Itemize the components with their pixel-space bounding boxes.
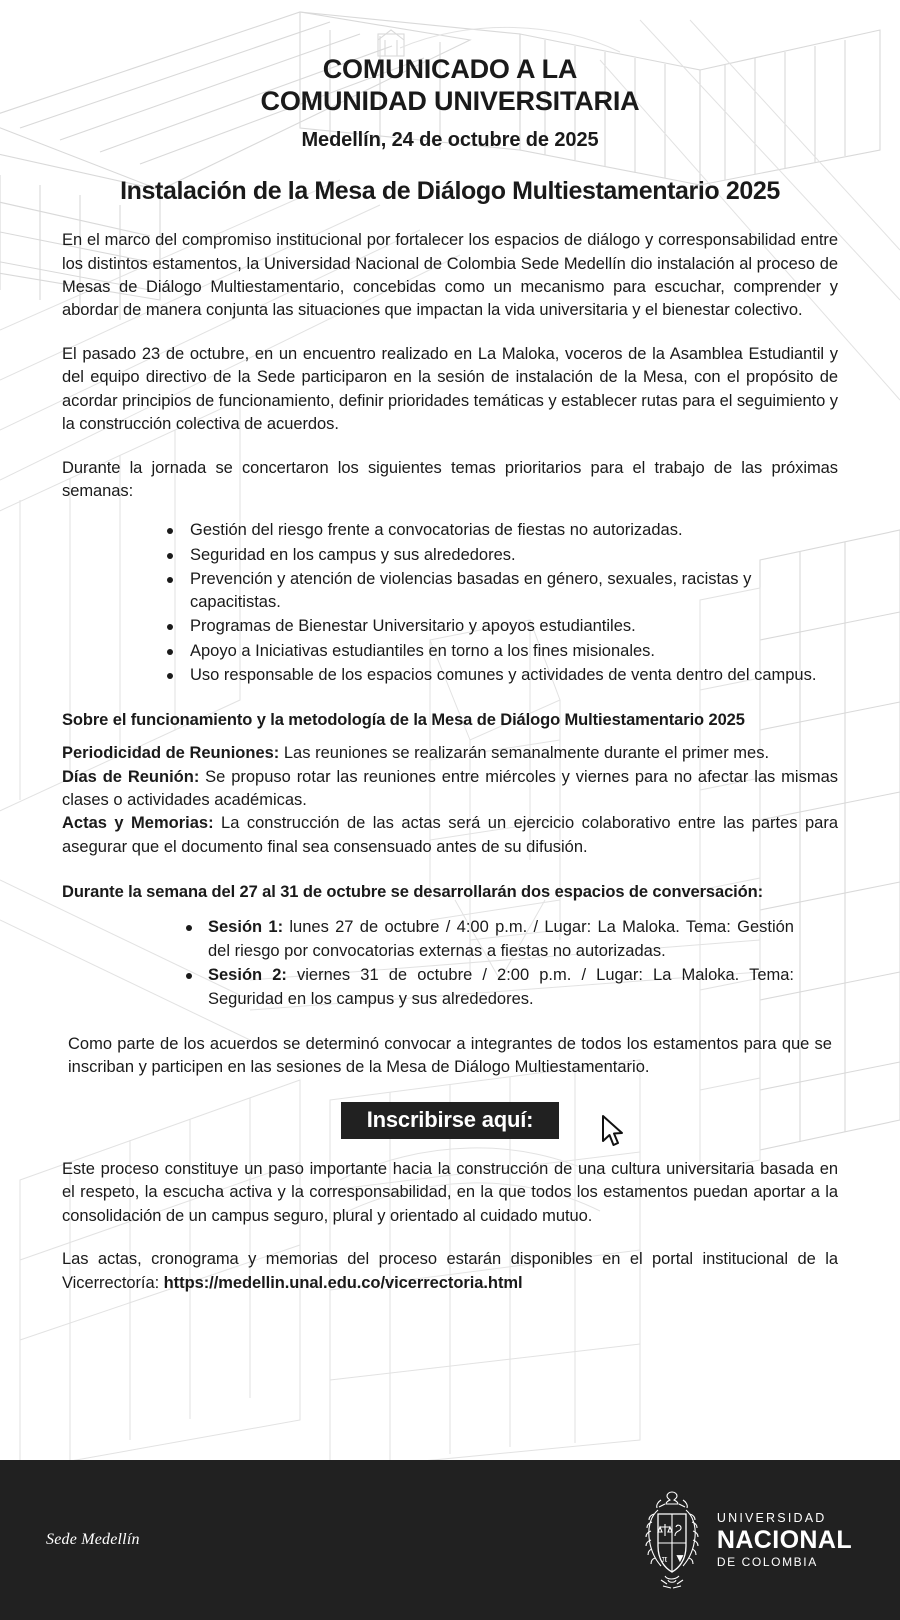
list-item: Apoyo a Iniciativas estudiantiles en torno a los fines misionales. xyxy=(162,640,838,663)
mouse-pointer-icon xyxy=(600,1114,626,1148)
week-heading: Durante la semana del 27 al 31 de octubre se desarrollarán dos espacios de conversación: xyxy=(62,883,763,902)
list-item: Seguridad en los campus y sus alrededores. xyxy=(162,544,838,567)
sessions-list xyxy=(62,916,838,1011)
methodology-item-label: Actas y Memorias: xyxy=(62,814,214,833)
unal-brand xyxy=(641,1488,852,1592)
communique-header xyxy=(62,0,838,118)
list-item: Uso responsable de los espacios comunes y actividades de venta dentro del campus. xyxy=(162,664,838,687)
paragraph-intro: En el marco del compromiso institucional por fortalecer los espacios de diálogo y corresponsabilidad entre los distintos estamentos, la Universidad Nacional de Colombia Sede Medellín dio instalación al proceso de Mesas de Diálogo Multiestamentario, concebidas como un mecanismo para escuchar, comprender y abordar de manera conjunta las situaciones que impactan la vida universitaria y el bienestar colectivo. xyxy=(62,231,838,320)
header-line-2: COMUNIDAD UNIVERSITARIA xyxy=(260,85,640,116)
header-line-1: COMUNICADO A LA xyxy=(322,54,578,84)
methodology-list xyxy=(62,742,838,859)
register-here-button[interactable]: Inscribirse aquí: xyxy=(341,1102,560,1139)
unal-shield-icon xyxy=(641,1488,703,1592)
methodology-item-text: La construcción de las actas será un ejercicio colaborativo entre las partes para asegurar que el documento final sea consensuado antes de su difusión. xyxy=(62,814,839,856)
list-item: Programas de Bienestar Universitario y apoyos estudiantiles. xyxy=(162,615,838,638)
priority-topics-list xyxy=(62,519,838,687)
list-item xyxy=(182,964,794,1011)
communique-date: Medellín, 24 de octubre de 2025 xyxy=(301,128,599,151)
methodology-item xyxy=(62,742,838,765)
paragraph-convocatoria: Como parte de los acuerdos se determinó convocar a integrantes de todos los estamentos para que se inscriban y participen en las sesiones de la Mesa de Diálogo Multiestamentario. xyxy=(68,1034,832,1077)
methodology-item xyxy=(62,766,838,813)
brand-line-2: NACIONAL xyxy=(716,1525,852,1554)
vicerrectoria-url[interactable]: https://medellin.unal.edu.co/vicerrectoria.html xyxy=(163,1273,523,1292)
paragraph-cierre: Este proceso constituye un paso importante hacia la construcción de una cultura universitaria basada en el respeto, la escucha activa y la corresponsabilidad, en la que todos los estamentos puedan aportar a la consolidación de un campus seguro, plural y orientado al cuidado mutuo. xyxy=(62,1159,838,1225)
cta-area xyxy=(62,1102,838,1138)
paragraph-temas-intro: Durante la jornada se concertaron los siguientes temas prioritarios para el trabajo de las próximas semanas: xyxy=(62,458,838,501)
methodology-item-label: Periodicidad de Reuniones: xyxy=(62,744,280,763)
session-text: lunes 27 de octubre / 4:00 p.m. / Lugar: La Maloka. Tema: Gestión del riesgo por convocatorias externas a fiestas no autorizadas. xyxy=(208,918,794,960)
brand-line-1: UNIVERSIDAD xyxy=(716,1511,827,1526)
footer-sede-label: Sede Medellín xyxy=(46,1531,140,1548)
unal-brand-text xyxy=(717,1512,852,1568)
svg-text:π: π xyxy=(661,1553,668,1565)
list-item: Prevención y atención de violencias basadas en género, sexuales, racistas y capacitistas. xyxy=(162,568,838,615)
actas-text: Las actas, cronograma y memorias del proceso estarán disponibles en el portal institucional de la Vicerrectoría: xyxy=(62,1250,838,1292)
list-item xyxy=(182,916,794,963)
session-label: Sesión 1: xyxy=(208,918,284,937)
session-text: viernes 31 de octubre / 2:00 p.m. / Lugar: La Maloka. Tema: Seguridad en los campus y sus alrededores. xyxy=(208,966,795,1008)
session-label: Sesión 2: xyxy=(208,966,287,985)
svg-text:▼: ▼ xyxy=(673,1551,686,1565)
paragraph-encuentro: El pasado 23 de octubre, en un encuentro realizado en La Maloka, voceros de la Asamblea Estudiantil y del equipo directivo de la Sede participaron en la sesión de instalación de la Mesa, con el propósito de acordar principios de funcionamiento, definir prioridades temáticas y establecer rutas para el seguimiento y la construcción colectiva de acuerdos. xyxy=(62,344,839,434)
methodology-item xyxy=(62,812,838,859)
page-title: Instalación de la Mesa de Diálogo Multiestamentario 2025 xyxy=(120,176,780,205)
brand-line-3: DE COLOMBIA xyxy=(716,1554,818,1569)
methodology-item-label: Días de Reunión: xyxy=(62,767,200,786)
paragraph-actas xyxy=(62,1248,838,1295)
page-footer xyxy=(0,1460,900,1620)
methodology-item-text: Se propuso rotar las reuniones entre miércoles y viernes para no afectar las mismas clases o actividades académicas. xyxy=(62,767,838,810)
list-item: Gestión del riesgo frente a convocatorias de fiestas no autorizadas. xyxy=(162,519,838,542)
methodology-item-text: Las reuniones se realizarán semanalmente durante el primer mes. xyxy=(279,744,770,763)
methodology-heading: Sobre el funcionamiento y la metodología de la Mesa de Diálogo Multiestamentario 2025 xyxy=(62,711,745,730)
